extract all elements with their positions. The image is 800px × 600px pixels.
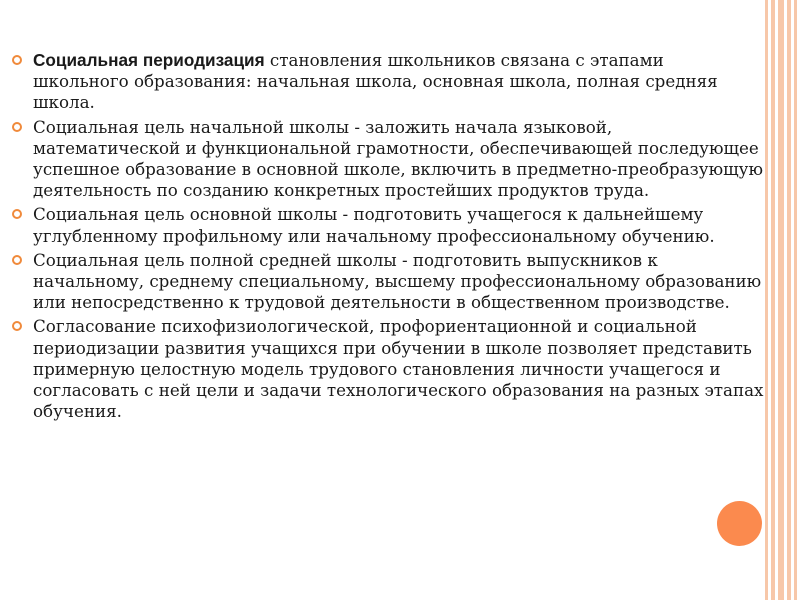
bullet-lead: Социальная периодизация [33, 50, 265, 70]
bullet-ring-icon [12, 255, 22, 265]
bullet-item [12, 117, 764, 202]
bullet-text: становления школьников связана с этапами школьного образования: начальная школа, основная школа, полная средняя школа. [33, 50, 718, 113]
bullet-text: Социальная цель основной школы - подготовить учащегося к дальнейшему углубленному профильному или начальному профессиональному обучению. [33, 204, 715, 246]
bullet-item [12, 316, 764, 422]
bullet-ring-icon [12, 321, 22, 331]
bullet-ring-icon [12, 122, 22, 132]
decorative-stripe [778, 0, 784, 600]
decorative-stripe [771, 0, 775, 600]
bullet-item [12, 50, 764, 114]
decorative-circle [717, 501, 762, 546]
bullet-ring-icon [12, 55, 22, 65]
bullet-text: Социальная цель полной средней школы - подготовить выпускников к начальному, среднему специальному, высшему профессиональному образованию или непосредственно к трудовой деятельности в общественном производстве. [33, 249, 762, 313]
bullet-list [12, 50, 764, 425]
bullet-ring-icon [12, 209, 22, 219]
bullet-text: Согласование психофизиологической, профориентационной и социальной периодизации развития учащихся при обучении в школе позволяет представить примерную целостную модель трудового становления личности учащегося и согласовать с ней цели и задачи технологического образования на разных этапах обучения. [33, 316, 764, 422]
decorative-stripe [787, 0, 791, 600]
bullet-item [12, 250, 764, 314]
bullet-item [12, 204, 764, 246]
decorative-stripe [794, 0, 797, 600]
decorative-stripe [765, 0, 768, 600]
bullet-text: Социальная цель начальной школы - заложить начала языковой, математической и функциональной грамотности, обеспечивающей последующее успешное образование в основной школе, включить в предметно-преобразующую деятельность по созданию конкретных простейших продуктов труда. [33, 116, 763, 201]
